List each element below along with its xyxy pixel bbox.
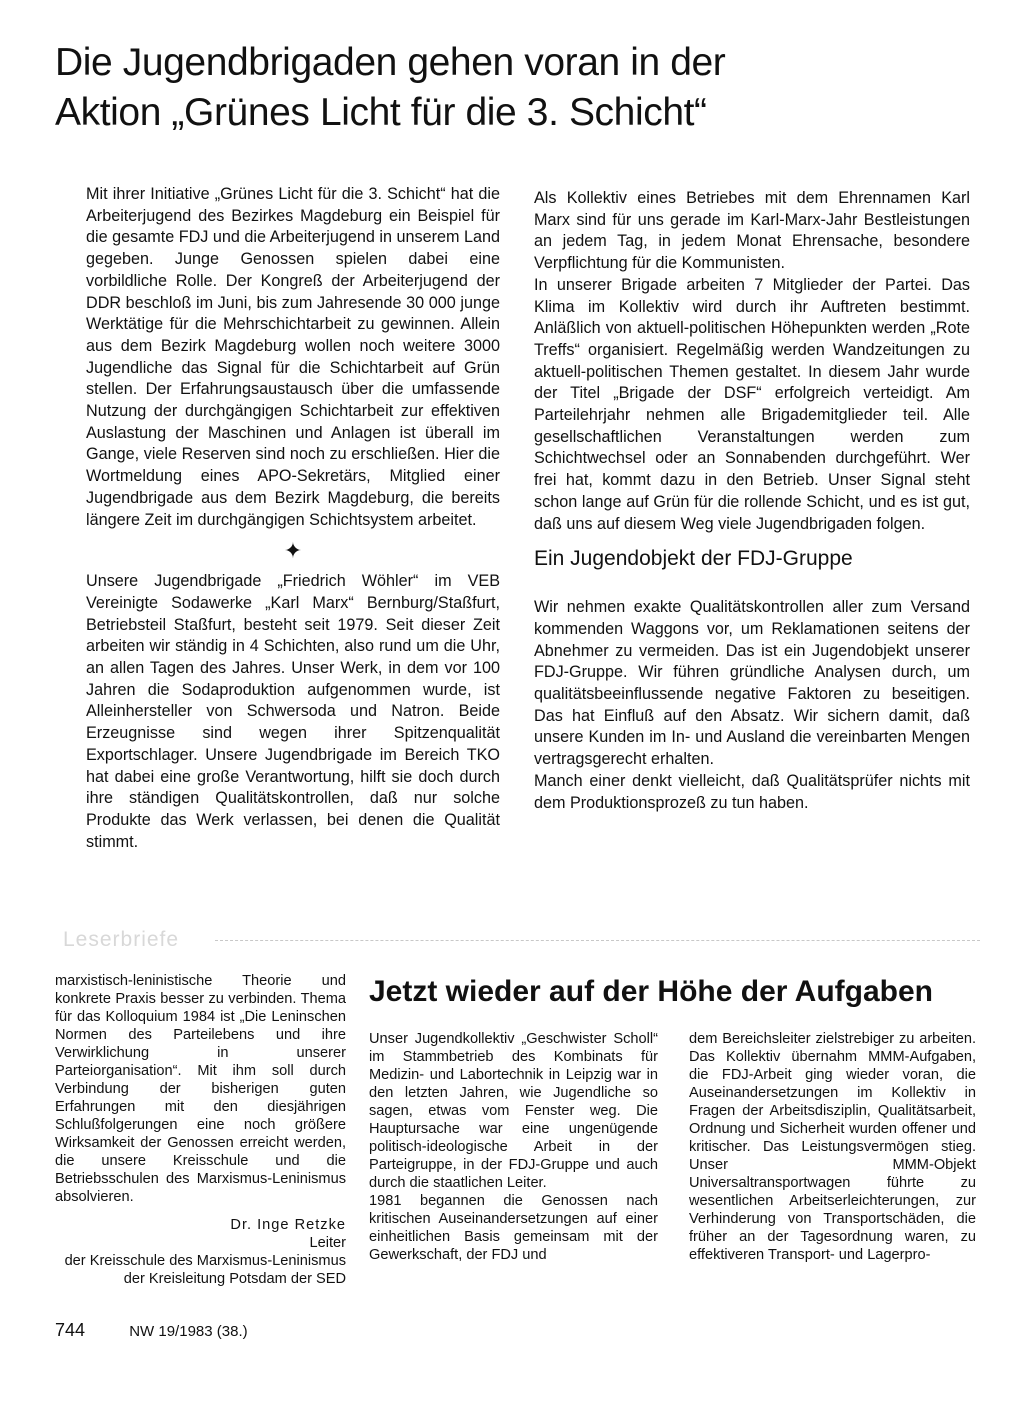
lower-paragraph-2: 1981 begannen die Genossen nach kritischen Auseinandersetzungen auf einer einheitlichen Basis gemeinsam mit der Gewerkschaft, der FDJ und	[369, 1193, 658, 1263]
signature-role: Leiter	[309, 1235, 346, 1251]
letter-column	[55, 972, 346, 1288]
lower-paragraph-1: Unser Jugendkollektiv „Geschwister Scholl“ im Stammbetrieb des Kombinats für Medizin- und Labortechnik in Leipzig war in den letzten Jahren, wie Jugendliche so sagen, etwas vom Fenster weg. Die Hauptursache war eine ungenügende politisch-ideologische Arbeit in der Parteigruppe, in der FDJ-Gruppe und auch durch die staatlichen Leiter.	[369, 1031, 658, 1191]
paragraph-brigade: In unserer Brigade arbeiten 7 Mitglieder der Partei. Das Klima im Kollektiv wird durch ihr Auftreten bestimmt. Anläßlich von aktuell-politischen Höhepunkten werden „Rote Treffs“ organisiert. Regelmäßig werden Wandzeitungen zu aktuell-politischen Themen gestaltet. In diesem Jahr wurde der Titel „Brigade der DSF“ erfolgreich verteidigt. Am Parteilehrjahr nehmen alle Brigademitglieder teil. Alle gesellschaftlichen Veranstaltungen werden zum Schichtwechsel oder an Sonnabenden durchgeführt. Wer frei hat, kommt dazu in den Betrieb. Unser Signal steht schon lange auf Grün für die rollende Schicht, und es ist gut, daß uns auf diesem Weg viele Jugendbrigaden folgen.	[534, 275, 970, 533]
page-number: 744	[55, 1320, 86, 1340]
lower-article-column-1	[369, 1030, 658, 1264]
section-label: Leserbriefe	[63, 928, 180, 951]
section-divider	[55, 928, 980, 950]
article-column-right	[534, 188, 970, 814]
body-paragraph: Unsere Jugendbrigade „Friedrich Wöhler“ im VEB Vereinigte Sodawerke „Karl Marx“ Bernburg/Staßfurt, Betriebsteil Staßfurt, besteht seit 1979. Seit dieser Zeit arbeiten wir ständig in 4 Schichten, also rund um die Uhr, an allen Tagen des Jahres. Unser Werk, in dem vor 100 Jahren die Sodaproduktion aufgenommen wurde, ist Alleinhersteller von Schwersoda und Natron. Beide Erzeugnisse sind wegen ihrer Spitzenqualität Exportschlager. Unsere Jugendbrigade im Bereich TKO hat dabei eine große Verantwortung, hilft sie doch durch ihre ständigen Qualitätskontrollen, daß nur solche Produkte das Werk verlassen, bei denen die Qualität stimmt.	[86, 572, 500, 851]
signature-name: Dr. Inge Retzke	[230, 1217, 346, 1233]
signature-org-1: der Kreisschule des Marxismus-Leninismus	[64, 1253, 346, 1269]
issue-label: NW 19/1983 (38.)	[129, 1323, 248, 1340]
headline-line-1: Die Jugendbrigaden gehen voran in der	[55, 41, 726, 84]
paragraph-karl-marx: Als Kollektiv eines Betriebes mit dem Ehrennamen Karl Marx sind für uns gerade im Karl-Marx-Jahr Bestleistungen an jedem Tag, in jedem Monat Ehrensache, besondere Verpflichtung für die Kommunisten.	[534, 189, 970, 273]
star-separator-icon: ✦	[283, 538, 303, 564]
intro-paragraph: Mit ihrer Initiative „Grünes Licht für die 3. Schicht“ hat die Arbeiterjugend des Bezirkes Magdeburg ein Beispiel für die gesamte FDJ und die Arbeiterjugend in unserem Land gegeben. Junge Genossen spielen dabei eine vorbildliche Rolle. Der Kongreß der Arbeiterjugend der DDR beschloß im Juni, bis zum Jahresende 30 000 junge Werktätige für die Mehrschichtarbeit zu gewinnen. Allein aus dem Bezirk Magdeburg wollen noch weitere 3000 Jugendliche das Signal für die Schichtarbeit auf Grün stellen. Der Erfahrungsaustausch über die umfassende Nutzung der durchgängigen Schichtarbeit zur effektiven Auslastung der Maschinen und Anlagen ist überall im Gange, viele Reserven sind noch zu erschließen. Hier die Wortmeldung eines APO-Sekretärs, Mitglied einer Jugendbrigade aus dem Bezirk Magdeburg, die bereits längere Zeit im durchgängigen Schichtsystem arbeitet.	[86, 185, 500, 529]
page-footer	[55, 1320, 248, 1341]
headline	[55, 38, 975, 138]
subheading: Ein Jugendobjekt der FDJ-Gruppe	[534, 547, 853, 571]
headline-line-2: Aktion „Grünes Licht für die 3. Schicht“	[55, 91, 707, 134]
lower-article-column-2	[689, 1030, 976, 1264]
signature-org-2: der Kreisleitung Potsdam der SED	[123, 1271, 346, 1287]
paragraph-quality: Wir nehmen exakte Qualitätskontrollen aller zum Versand kommenden Waggons vor, um Reklamationen seitens der Abnehmer zu vermeiden. Das ist ein Jugendobjekt unserer FDJ-Gruppe. Wir führen gründliche Analysen durch, um qualitätsbeeinflussende negative Faktoren zu beseitigen. Das hat Einfluß auf den Absatz. Wir sichern damit, daß unsere Kunden im In- und Ausland die vereinbarten Mengen vertragsgerecht erhalten.	[534, 598, 970, 769]
article-column-left	[86, 184, 500, 853]
divider-line	[215, 940, 980, 941]
lower-article-title: Jetzt wieder auf der Höhe der Aufgaben	[369, 975, 933, 1008]
letter-body: marxistisch-leninistische Theorie und konkrete Praxis besser zu verbinden. Thema für das Kolloquium 1984 ist „Die Leninschen Normen des Parteilebens und ihre Verwirklichung in unserer Parteiorganisation“. Mit ihm soll durch Verbindung der bisherigen guten Erfahrungen mit den diesjährigen Schlußfolgerungen eine noch größere Wirksamkeit der Genossen erreicht werden, die unsere Kreisschule und die Betriebsschulen des Marxismus-Leninismus absolvieren.	[55, 973, 346, 1205]
lower-paragraph-3: dem Bereichsleiter zielstrebiger zu arbeiten. Das Kollektiv übernahm MMM-Aufgaben, die FDJ-Arbeit ging wieder voran, die Auseinandersetzungen im Kollektiv in Fragen der Arbeitsdisziplin, Qualitätsarbeit, Ordnung und Sicherheit wurden offener und kritischer. Das Leistungsvermögen stieg. Unser MMM-Objekt Universaltransportwagen führte zu wesentlichen Arbeitserleichterungen, zur Verhinderung von Transportschäden, die früher an der Tagesordnung waren, zu effektiveren Transport- und Lagerpro-	[689, 1031, 976, 1263]
paragraph-closing: Manch einer denkt vielleicht, daß Qualitätsprüfer nichts mit dem Produktionsprozeß zu tun haben.	[534, 771, 970, 812]
